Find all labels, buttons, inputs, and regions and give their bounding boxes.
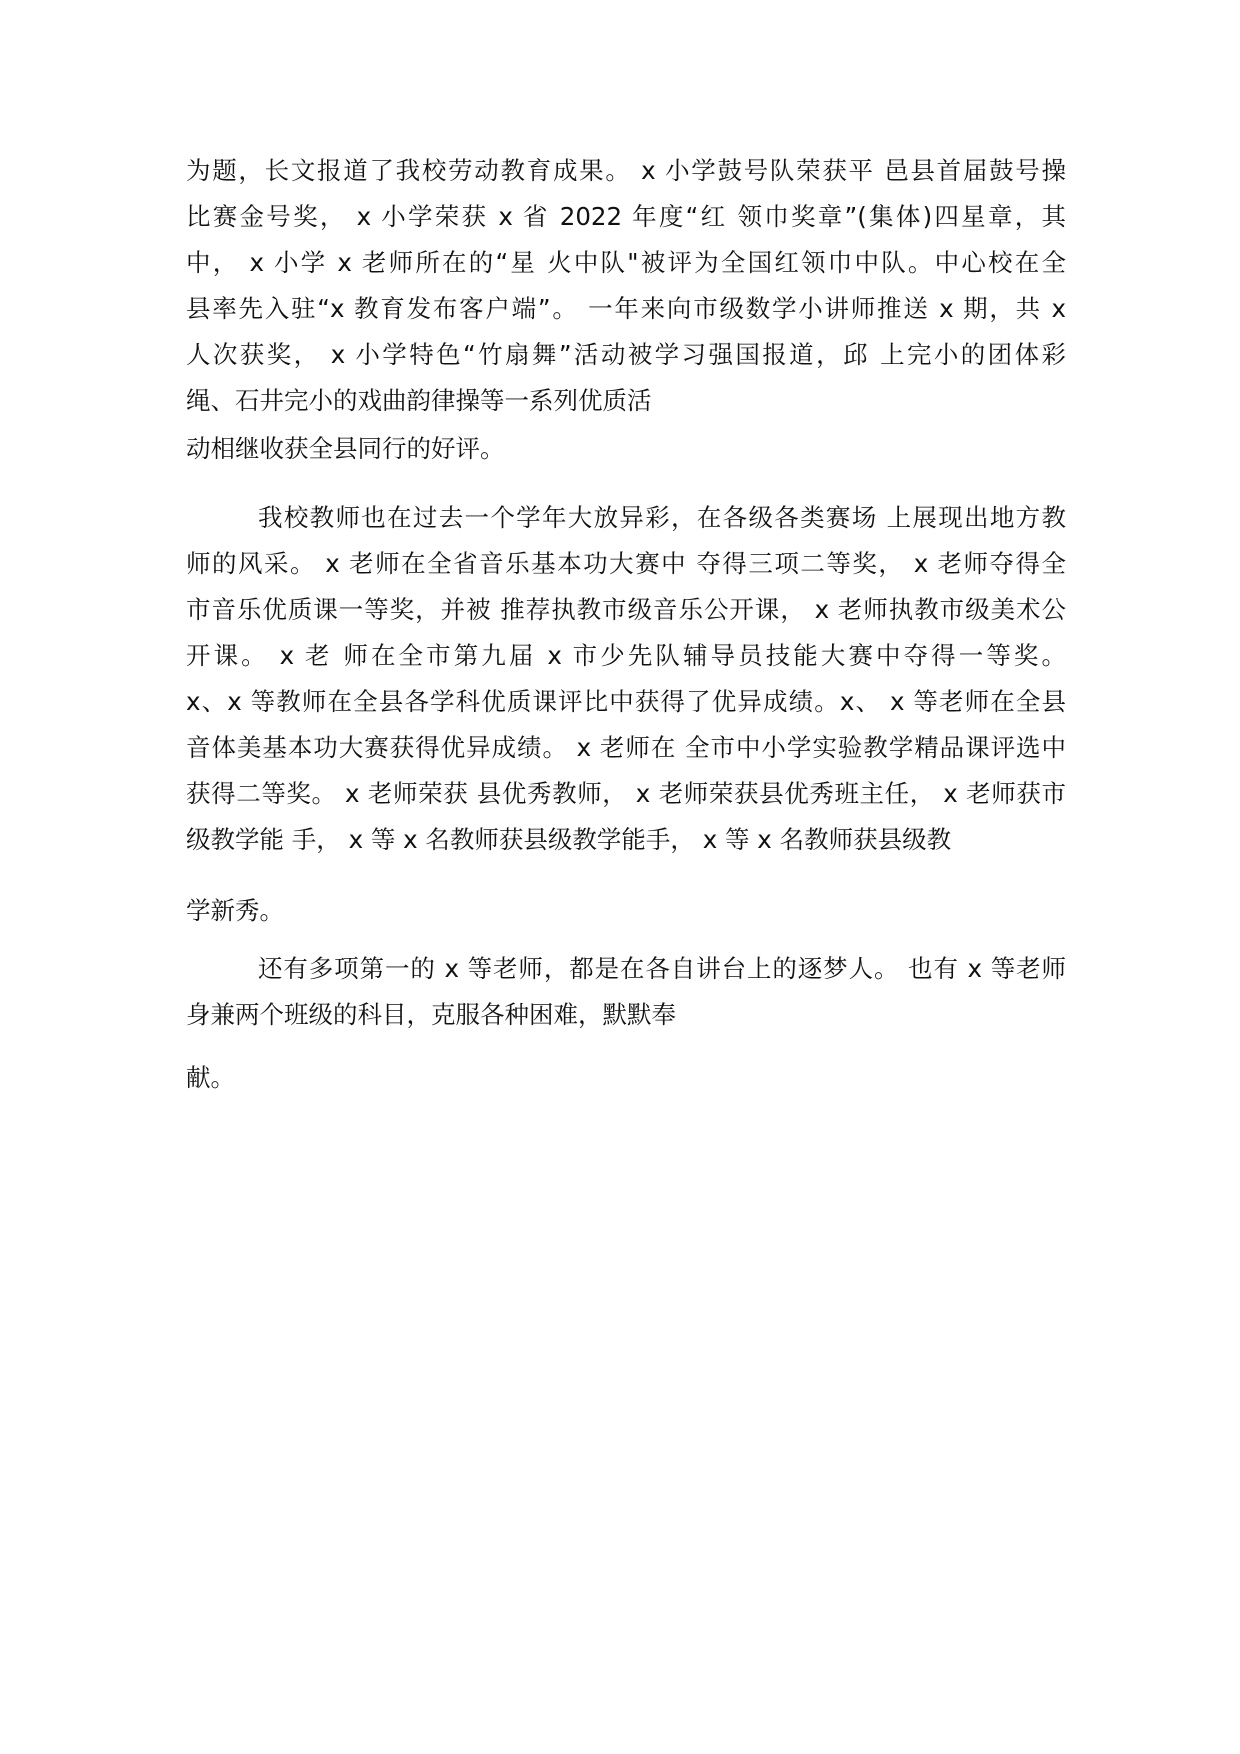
text-line: 中， x 小学 x 老师所在的“星 火中队"被评为全国红领巾中队。中心校在全: [186, 248, 1066, 277]
text-line: 献。: [186, 1063, 235, 1092]
text-line: 动相继收获全县同行的好评。: [186, 434, 505, 463]
paragraph-continuation: [186, 888, 1066, 934]
text-line: 为题，长文报道了我校劳动教育成果。 x 小学鼓号队荣获平 邑县首届鼓号操: [186, 156, 1066, 185]
text-line: 音体美基本功大赛获得优异成绩。 x 老师在 全市中小学实验教学精品课评选中: [186, 733, 1066, 762]
text-line: 师的风采。 x 老师在全省音乐基本功大赛中 夺得三项二等奖， x 老师夺得全: [186, 549, 1066, 578]
text-line: 级教学能 手， x 等 x 名教师获县级教学能手， x 等 x 名教师获县级教: [186, 825, 952, 854]
paragraph-continuation: [186, 1055, 1066, 1101]
text-line: 绳、石井完小的戏曲韵律操等一系列优质活: [186, 386, 652, 415]
text-line: 比赛金号奖， x 小学荣获 x 省 2022 年度“红 领巾奖章”(集体)四星章，其: [186, 202, 1066, 231]
text-line: x、x 等教师在全县各学科优质课评比中获得了优异成绩。x、 x 等老师在全县: [186, 687, 1066, 716]
paragraph-continuation: [186, 426, 1066, 472]
text-line: 人次获奖， x 小学特色“竹扇舞”活动被学习强国报道，邱 上完小的团体彩: [186, 340, 1066, 369]
text-line: 我校教师也在过去一个学年大放异彩，在各级各类赛场 上展现出地方教: [258, 503, 1066, 532]
text-line: 获得二等奖。 x 老师荣获 县优秀教师， x 老师荣获县优秀班主任， x 老师获市: [186, 779, 1066, 808]
paragraph-teacher-awards: [186, 495, 1066, 863]
text-line: 县率先入驻“x 教育发布客户端”。 一年来向市级数学小讲师推送 x 期，共 x: [186, 294, 1066, 323]
text-line: 开课。 x 老 师在全市第九届 x 市少先队辅导员技能大赛中夺得一等奖。: [186, 641, 1066, 670]
text-line: 学新秀。: [186, 896, 284, 925]
text-line: 还有多项第一的 x 等老师，都是在各自讲台上的逐梦人。 也有 x 等老师: [258, 954, 1066, 983]
paragraph-labor-education: [186, 148, 1066, 424]
paragraph-dedication: [186, 946, 1066, 1038]
text-line: 市音乐优质课一等奖，并被 推荐执教市级音乐公开课， x 老师执教市级美术公: [186, 595, 1066, 624]
text-line: 身兼两个班级的科目，克服各种困难，默默奉: [186, 1000, 676, 1029]
